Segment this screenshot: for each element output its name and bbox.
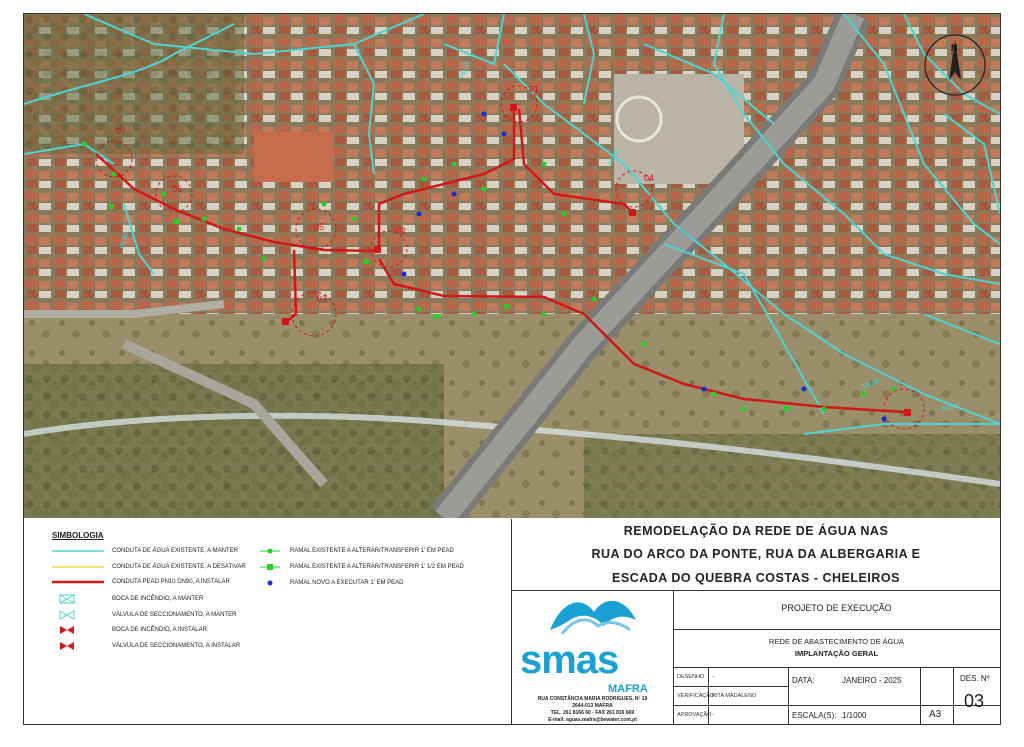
hydrant-red-icon — [60, 626, 74, 634]
escala-value: 1/1000 — [842, 711, 867, 720]
legend-item: RAMAL NOVO A EXECUTAR 1' EM PEAD — [290, 580, 404, 586]
legend-item: VÁLVULA DE SECCIONAMENTO, A MANTER — [112, 612, 237, 618]
verificacao-value: RITA MADALENO — [712, 693, 757, 699]
svg-text:01: 01 — [529, 84, 540, 94]
project-title-line: REMODELAÇÃO DA REDE DE ÁGUA NAS — [623, 524, 889, 538]
escala-label: ESCALA(S): — [792, 711, 837, 720]
svg-text:05: 05 — [314, 222, 325, 232]
data-value: JANEIRO - 2025 — [842, 676, 902, 685]
des-number: 03 — [964, 691, 985, 711]
logo-text: smas — [520, 638, 619, 682]
hydrant-cyan-icon — [60, 595, 74, 603]
legend-item: CONDUTA PEAD PN10 DN90, A INSTALAR — [112, 579, 230, 585]
svg-text:PE80: PE80 — [607, 148, 622, 167]
legend-item: RAMAL EXISTENTE A ALTERAR/TRANSFERIR 1' 1/2 EM PEAD — [290, 564, 464, 570]
svg-text:PE80: PE80 — [940, 402, 960, 414]
svg-text:02: 02 — [396, 226, 407, 236]
legend-item: CONDUTA DE ÁGUA EXISTENTE, A DESATIVAR — [112, 564, 246, 570]
smas-logo — [512, 590, 673, 724]
logo-subtext: MAFRA — [608, 683, 648, 695]
svg-text:PE80: PE80 — [459, 61, 472, 80]
title-block — [512, 519, 1000, 724]
aprovacao-label: APROVAÇÃO — [677, 712, 712, 718]
svg-text:04: 04 — [644, 173, 655, 183]
legend-item: RAMAL EXISTENTE A ALTERAR/TRANSFERIR 1' EM PEAD — [290, 548, 454, 554]
valve-red-icon — [60, 642, 74, 650]
svg-text:PE80: PE80 — [862, 378, 881, 391]
legend-item: VÁLVULA DE SECCIONAMENTO, A INSTALAR — [112, 643, 241, 649]
drawing-name: IMPLANTAÇÃO GERAL — [794, 649, 879, 658]
legend-item: BOCA DE INCÊNDIO, A INSTALAR — [112, 627, 207, 633]
svg-text:03: 03 — [317, 294, 328, 304]
svg-text:N: N — [951, 43, 958, 53]
legend-title: SIMBOLOGIA — [52, 531, 104, 540]
legend-panel — [24, 519, 512, 724]
aprovacao-value: - — [712, 712, 714, 718]
desenho-value: - — [712, 674, 714, 680]
project-phase: PROJETO DE EXECUÇÃO — [781, 603, 892, 613]
address-line: TEL. 261 8166 60 - FAX 261 816 669 — [550, 710, 635, 716]
map-canvas — [24, 14, 1000, 518]
address-line: 2644-013 MAFRA — [572, 703, 613, 709]
legend-item: BOCA DE INCÊNDIO, A MANTER — [112, 596, 204, 602]
desenho-label: DESENHO — [677, 674, 705, 680]
network-name: REDE DE ABASTECIMENTO DE ÁGUA — [769, 637, 904, 646]
project-title-line: ESCADA DO QUEBRA COSTAS - CHELEIROS — [612, 571, 900, 585]
des-label: DES. Nº — [960, 674, 990, 683]
green-dot-icon — [260, 549, 280, 554]
data-label: DATA: — [792, 676, 815, 685]
blue-dot-icon — [268, 581, 273, 586]
valve-cyan-icon — [60, 611, 74, 619]
svg-text:07: 07 — [116, 126, 127, 136]
sheet-format: A3 — [929, 709, 942, 720]
address-line: RUA CONSTÂNCIA MARIA RODRIGUES, Nº 19 — [537, 696, 648, 702]
address-line: E-mail: aguas.mafra@bewater.com.pt — [548, 717, 637, 723]
aerial-map — [24, 14, 1000, 518]
legend-item: CONDUTA DE ÁGUA EXISTENTE, A MANTER — [112, 548, 238, 554]
green-square-icon — [260, 564, 280, 570]
svg-text:06: 06 — [172, 184, 183, 194]
verificacao-label: VERIFICAÇÃO — [677, 693, 715, 699]
svg-text:PE80: PE80 — [119, 231, 131, 250]
project-title-line: RUA DO ARCO DA PONTE, RUA DA ALBERGARIA E — [591, 547, 921, 561]
